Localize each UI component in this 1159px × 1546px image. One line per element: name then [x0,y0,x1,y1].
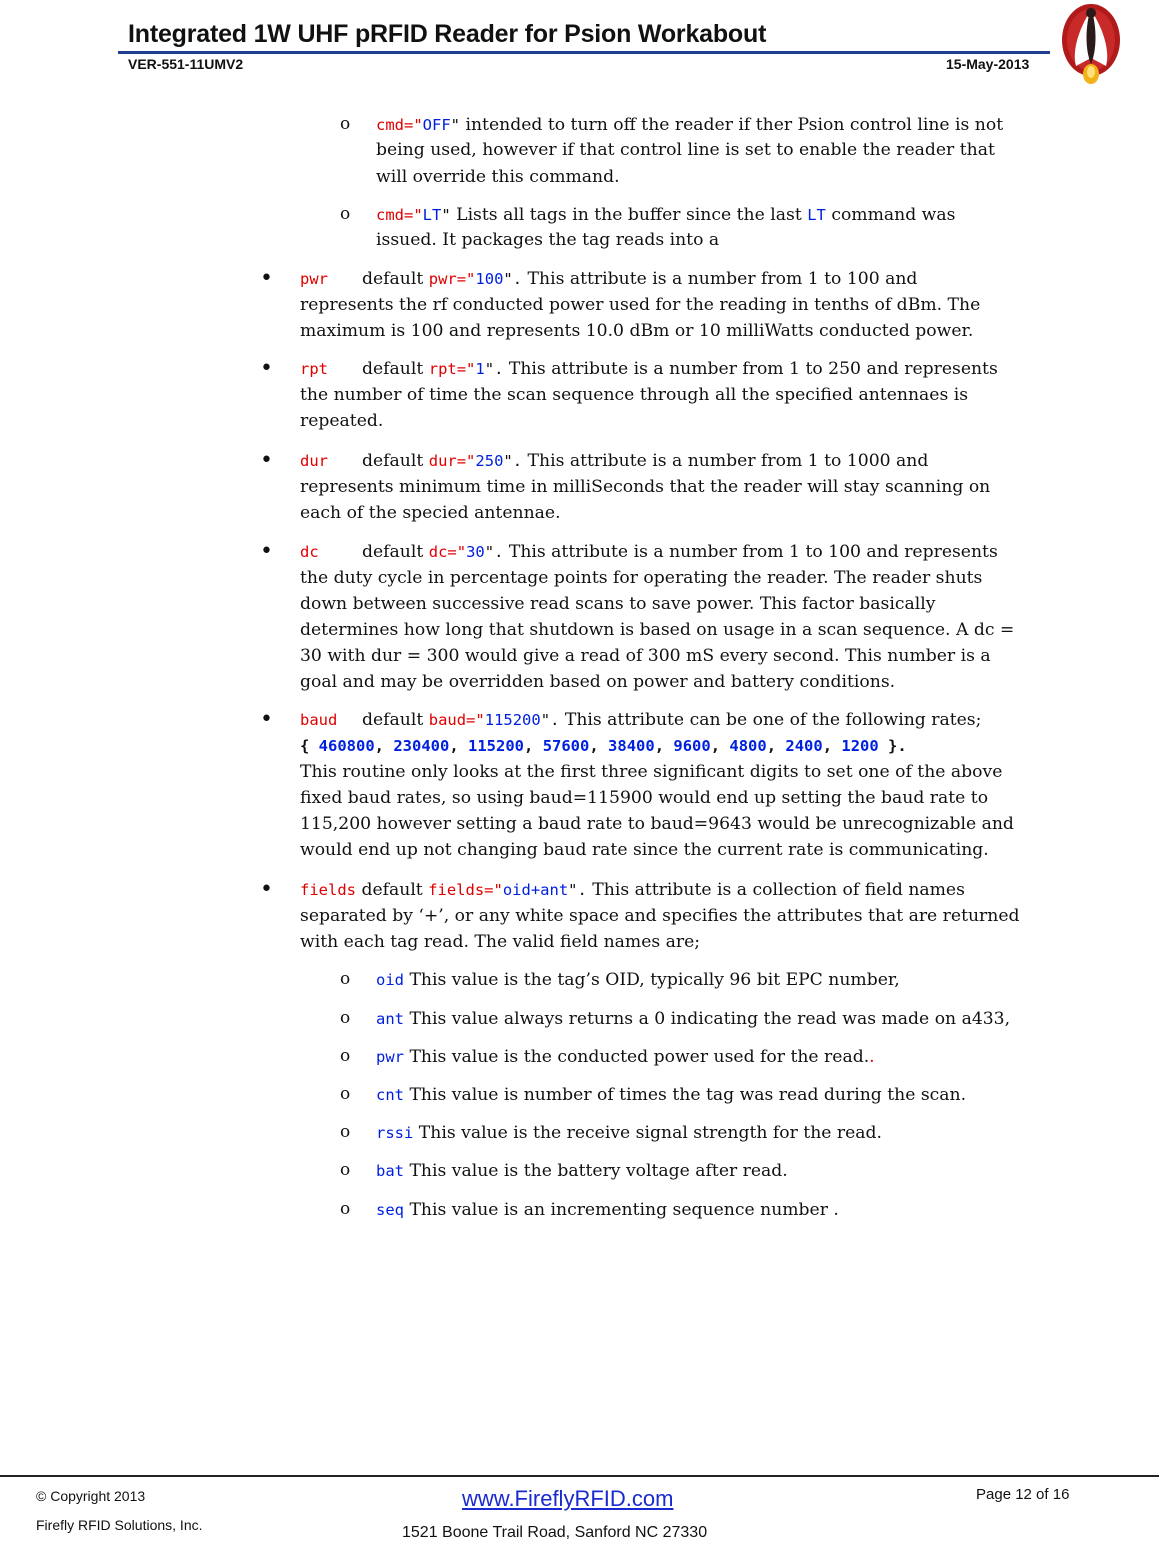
bullet-marker: • [260,539,273,564]
dc-line-1: dc default dc="30". This attribute is a number from 1 to 100 and represents [300,542,998,562]
cmd-lt-line-1: cmd="LT" Lists all tags in the buffer since the last LT command was [376,205,956,225]
sub-bullet-marker: o [340,969,351,989]
header-rule [118,51,1050,54]
dc-line-2: the duty cycle in percentage points for operating the reader. The reader shuts [300,568,983,588]
pwr-line-3: maximum is 100 and represents 10.0 dBm or 10 milliWatts conducted power. [300,321,974,341]
dc-line-3: down between successive read scans to save power. This factor basically [300,594,936,614]
sub-bullet-marker: o [340,1199,351,1219]
cmd-off-line-3: will override this command. [376,167,620,187]
sub-bullet-marker: o [340,114,351,134]
dc-line-4: determines how long that shutdown is based on usage in a scan sequence. A dc = [300,620,1015,640]
pwr-line-1: pwr default pwr="100". This attribute is a number from 1 to 100 and [300,269,918,289]
footer-rule [0,1475,1159,1477]
bullet-marker: • [260,448,273,473]
document-date: 15-May-2013 [946,56,1030,72]
cmd-off-line-1: cmd="OFF" intended to turn off the reader if ther Psion control line is not [376,115,1004,135]
cmd-off-line-2: being used, however if that control line is set to enable the reader that [376,140,995,160]
rpt-line-1: rpt default rpt="1". This attribute is a number from 1 to 250 and represents [300,359,998,379]
copyright-text: © Copyright 2013 [36,1488,146,1504]
dur-line-2: represents minimum time in milliSeconds that the reader will stay scanning on [300,477,991,497]
page-number: Page 12 of 16 [976,1486,1070,1503]
website-link[interactable]: www.FireflyRFID.com [462,1486,674,1511]
sub-bullet-marker: o [340,1046,351,1066]
firefly-logo-icon [1058,0,1124,88]
fields-line-1: fields default fields="oid+ant". This attribute is a collection of field names [300,880,965,900]
cmd-lt-line-2: issued. It packages the tag reads into a [376,230,720,250]
sub-bullet-marker: o [340,1122,351,1142]
field-item: cnt This value is number of times the tag was read during the scan. [376,1085,967,1105]
sub-bullet-marker: o [340,1008,351,1028]
rpt-line-3: repeated. [300,411,384,431]
baud-line-6: would end up not changing baud rate since the current rate is communicating. [300,840,989,860]
baud-line-1: baud default baud="115200". This attribute can be one of the following rates; [300,710,982,730]
bullet-marker: • [260,707,273,732]
baud-line-5: 115,200 however setting a baud rate to baud=9643 would be unrecognizable and [300,814,1014,834]
field-item: rssi This value is the receive signal strength for the read. [376,1123,883,1143]
dc-line-5: 30 with dur = 300 would give a read of 300 mS every second. This number is a [300,646,991,666]
baud-rates-list: { 460800, 230400, 115200, 57600, 38400, 9600, 4800, 2400, 1200 }. [300,737,907,755]
pwr-line-2: represents the rf conducted power used for the reading in tenths of dBm. The [300,295,981,315]
field-item: bat This value is the battery voltage after read. [376,1161,788,1181]
baud-line-3: This routine only looks at the first three significant digits to set one of the above [300,762,1003,782]
sub-bullet-marker: o [340,1160,351,1180]
sub-bullet-marker: o [340,204,351,224]
dur-line-3: each of the specied antennae. [300,503,561,523]
field-item: ant This value always returns a 0 indicating the read was made on a433, [376,1009,1011,1029]
company-address: 1521 Boone Trail Road, Sanford NC 27330 [402,1524,708,1541]
document-title: Integrated 1W UHF pRFID Reader for Psion Workabout [128,20,767,48]
company-name: Firefly RFID Solutions, Inc. [36,1517,203,1533]
field-item: seq This value is an incrementing sequence number . [376,1200,839,1220]
sub-bullet-marker: o [340,1084,351,1104]
field-item: pwr This value is the conducted power used for the read.. [376,1047,875,1067]
bullet-marker: • [260,877,273,902]
rpt-line-2: the number of time the scan sequence through all the specified antennaes is [300,385,969,405]
field-item: oid This value is the tag’s OID, typically 96 bit EPC number, [376,970,900,990]
bullet-marker: • [260,356,273,381]
dur-line-1: dur default dur="250". This attribute is a number from 1 to 1000 and [300,451,929,471]
fields-line-3: with each tag read. The valid field names are; [300,932,701,952]
fields-line-2: separated by ‘+’, or any white space and specifies the attributes that are returned [300,906,1020,926]
dc-line-6: goal and may be overridden based on power and battery conditions. [300,672,896,692]
document-id: VER-551-11UMV2 [128,56,244,72]
baud-line-4: fixed baud rates, so using baud=115900 would end up setting the baud rate to [300,788,989,808]
bullet-marker: • [260,266,273,291]
